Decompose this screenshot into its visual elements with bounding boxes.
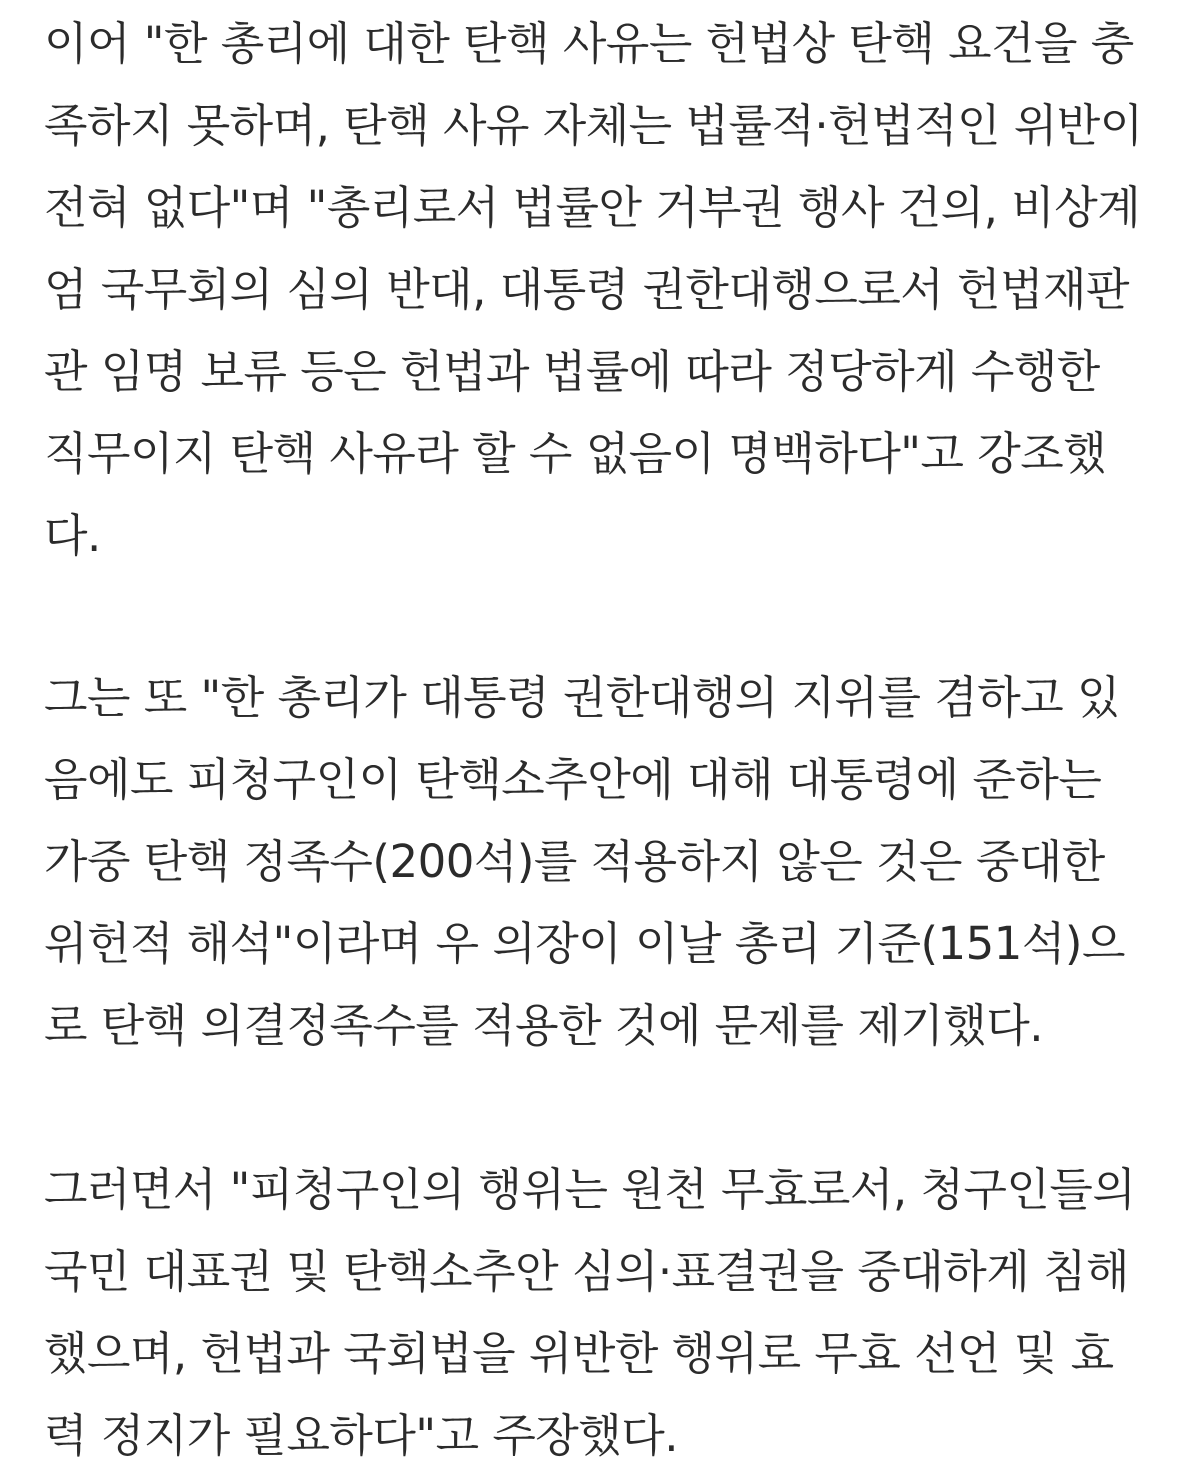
text-line: 족하지 못하며, 탄핵 사유 자체는 법률적·헌법적인 위반이 <box>44 99 1143 152</box>
text-line: 그러면서 "피청구인의 행위는 원천 무효로서, 청구인들의 <box>44 1163 1136 1216</box>
paragraph-1 <box>44 3 1143 577</box>
text-line: 로 탄핵 의결정족수를 적용한 것에 문제를 제기했다. <box>44 999 1044 1052</box>
paragraph-2 <box>44 657 1125 1067</box>
paragraph-3 <box>44 1149 1135 1477</box>
text-line: 그는 또 "한 총리가 대통령 권한대행의 지위를 겸하고 있 <box>44 671 1120 724</box>
text-line: 가중 탄핵 정족수(200석)를 적용하지 않은 것은 중대한 <box>44 835 1105 888</box>
text-line: 이어 "한 총리에 대한 탄핵 사유는 헌법상 탄핵 요건을 충 <box>44 17 1134 70</box>
text-line: 직무이지 탄핵 사유라 할 수 없음이 명백하다"고 강조했 <box>44 427 1107 480</box>
text-line: 관 임명 보류 등은 헌법과 법률에 따라 정당하게 수행한 <box>44 345 1100 398</box>
text-line: 다. <box>44 509 101 562</box>
text-line: 력 정지가 필요하다"고 주장했다. <box>44 1409 679 1462</box>
text-line: 음에도 피청구인이 탄핵소추안에 대해 대통령에 준하는 <box>44 753 1102 806</box>
text-line: 전혀 없다"며 "총리로서 법률안 거부권 행사 건의, 비상계 <box>44 181 1141 234</box>
text-line: 엄 국무회의 심의 반대, 대통령 권한대행으로서 헌법재판 <box>44 263 1129 316</box>
text-line: 위헌적 해석"이라며 우 의장이 이날 총리 기준(151석)으 <box>44 917 1125 970</box>
text-line: 했으며, 헌법과 국회법을 위반한 행위로 무효 선언 및 효 <box>44 1327 1114 1380</box>
text-line: 국민 대표권 및 탄핵소추안 심의·표결권을 중대하게 침해 <box>44 1245 1129 1298</box>
